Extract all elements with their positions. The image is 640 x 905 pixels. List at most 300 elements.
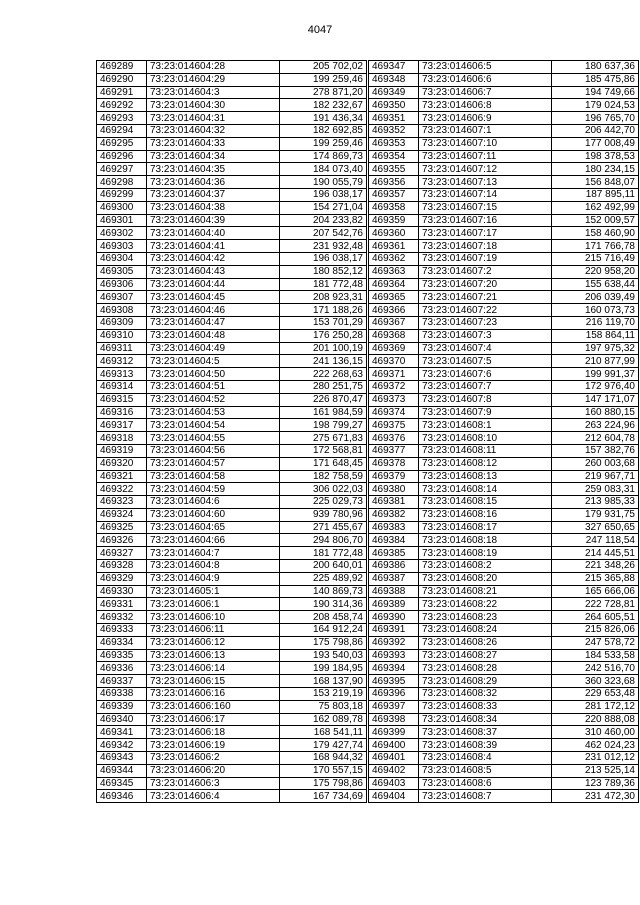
cadastral-number-cell: 73:23:014606:8: [419, 99, 552, 112]
row-id-cell: 469320: [97, 457, 147, 470]
table-row: [97, 675, 367, 688]
table-row: [369, 112, 639, 125]
value-cell: 177 008,49: [552, 137, 639, 150]
row-id-cell: 469302: [97, 227, 147, 240]
value-cell: 231 472,30: [552, 790, 639, 803]
row-id-cell: 469316: [97, 406, 147, 419]
row-id-cell: 469399: [369, 726, 419, 739]
cadastral-number-cell: 73:23:014606:6: [419, 73, 552, 86]
table-row: [369, 73, 639, 86]
value-cell: 190 055,79: [280, 176, 367, 189]
table-row: [369, 777, 639, 790]
table-row: [97, 457, 367, 470]
value-cell: 171 766,78: [552, 240, 639, 253]
cadastral-number-cell: 73:23:014606:17: [147, 713, 280, 726]
table-row: [97, 227, 367, 240]
right-table: [368, 60, 639, 803]
table-row: [369, 99, 639, 112]
value-cell: 175 798,86: [280, 777, 367, 790]
row-id-cell: 469370: [369, 355, 419, 368]
table-row: [97, 496, 367, 509]
cadastral-number-cell: 73:23:014604:44: [147, 278, 280, 291]
table-row: [97, 355, 367, 368]
row-id-cell: 469404: [369, 790, 419, 803]
row-id-cell: 469304: [97, 252, 147, 265]
table-row: [97, 252, 367, 265]
cadastral-number-cell: 73:23:014607:23: [419, 316, 552, 329]
cadastral-number-cell: 73:23:014604:3: [147, 86, 280, 99]
row-id-cell: 469341: [97, 726, 147, 739]
cadastral-number-cell: 73:23:014604:40: [147, 227, 280, 240]
cadastral-number-cell: 73:23:014604:36: [147, 176, 280, 189]
table-row: [97, 649, 367, 662]
cadastral-number-cell: 73:23:014608:4: [419, 752, 552, 765]
table-row: [369, 304, 639, 317]
left-table: [96, 60, 367, 803]
table-row: [369, 739, 639, 752]
row-id-cell: 469299: [97, 188, 147, 201]
table-row: [97, 739, 367, 752]
row-id-cell: 469291: [97, 86, 147, 99]
value-cell: 199 991,37: [552, 368, 639, 381]
cadastral-number-cell: 73:23:014606:5: [419, 61, 552, 74]
value-cell: 153 219,19: [280, 688, 367, 701]
table-row: [369, 61, 639, 74]
cadastral-number-cell: 73:23:014604:66: [147, 534, 280, 547]
cadastral-number-cell: 73:23:014608:32: [419, 688, 552, 701]
row-id-cell: 469346: [97, 790, 147, 803]
row-id-cell: 469374: [369, 406, 419, 419]
table-row: [97, 624, 367, 637]
cadastral-number-cell: 73:23:014604:45: [147, 291, 280, 304]
value-cell: 165 666,06: [552, 585, 639, 598]
table-row: [369, 470, 639, 483]
value-cell: 160 880,15: [552, 406, 639, 419]
value-cell: 214 445,51: [552, 547, 639, 560]
cadastral-number-cell: 73:23:014604:43: [147, 265, 280, 278]
cadastral-number-cell: 73:23:014606:1: [147, 598, 280, 611]
row-id-cell: 469388: [369, 585, 419, 598]
cadastral-number-cell: 73:23:014606:12: [147, 636, 280, 649]
cadastral-number-cell: 73:23:014607:2: [419, 265, 552, 278]
cadastral-number-cell: 73:23:014606:3: [147, 777, 280, 790]
table-row: [369, 700, 639, 713]
table-row: [369, 790, 639, 803]
table-row: [97, 112, 367, 125]
row-id-cell: 469339: [97, 700, 147, 713]
cadastral-number-cell: 73:23:014604:35: [147, 163, 280, 176]
table-row: [97, 560, 367, 573]
value-cell: 167 734,69: [280, 790, 367, 803]
value-cell: 306 022,03: [280, 483, 367, 496]
table-row: [369, 508, 639, 521]
value-cell: 200 640,01: [280, 560, 367, 573]
table-row: [97, 265, 367, 278]
row-id-cell: 469357: [369, 188, 419, 201]
row-id-cell: 469324: [97, 508, 147, 521]
value-cell: 184 073,40: [280, 163, 367, 176]
value-cell: 180 234,15: [552, 163, 639, 176]
value-cell: 327 650,65: [552, 521, 639, 534]
value-cell: 196 765,70: [552, 112, 639, 125]
left-table-body: [97, 61, 367, 803]
row-id-cell: 469294: [97, 124, 147, 137]
row-id-cell: 469333: [97, 624, 147, 637]
value-cell: 208 923,31: [280, 291, 367, 304]
table-row: [369, 649, 639, 662]
row-id-cell: 469349: [369, 86, 419, 99]
table-row: [369, 419, 639, 432]
value-cell: 213 985,33: [552, 496, 639, 509]
cadastral-number-cell: 73:23:014606:7: [419, 86, 552, 99]
value-cell: 179 024,53: [552, 99, 639, 112]
value-cell: 168 541,11: [280, 726, 367, 739]
row-id-cell: 469306: [97, 278, 147, 291]
table-row: [369, 444, 639, 457]
table-row: [369, 188, 639, 201]
table-row: [369, 585, 639, 598]
cadastral-number-cell: 73:23:014604:8: [147, 560, 280, 573]
table-row: [369, 316, 639, 329]
value-cell: 171 648,45: [280, 457, 367, 470]
value-cell: 242 516,70: [552, 662, 639, 675]
value-cell: 184 533,58: [552, 649, 639, 662]
cadastral-number-cell: 73:23:014606:18: [147, 726, 280, 739]
cadastral-number-cell: 73:23:014607:4: [419, 342, 552, 355]
row-id-cell: 469300: [97, 201, 147, 214]
cadastral-number-cell: 73:23:014607:13: [419, 176, 552, 189]
row-id-cell: 469327: [97, 547, 147, 560]
table-row: [97, 99, 367, 112]
row-id-cell: 469351: [369, 112, 419, 125]
cadastral-number-cell: 73:23:014608:13: [419, 470, 552, 483]
row-id-cell: 469309: [97, 316, 147, 329]
table-row: [369, 688, 639, 701]
row-id-cell: 469290: [97, 73, 147, 86]
row-id-cell: 469380: [369, 483, 419, 496]
row-id-cell: 469292: [97, 99, 147, 112]
row-id-cell: 469373: [369, 393, 419, 406]
table-row: [97, 521, 367, 534]
value-cell: 219 967,71: [552, 470, 639, 483]
row-id-cell: 469350: [369, 99, 419, 112]
cadastral-number-cell: 73:23:014604:56: [147, 444, 280, 457]
row-id-cell: 469385: [369, 547, 419, 560]
value-cell: 210 877,99: [552, 355, 639, 368]
value-cell: 207 542,76: [280, 227, 367, 240]
value-cell: 278 871,20: [280, 86, 367, 99]
value-cell: 220 888,08: [552, 713, 639, 726]
table-row: [97, 380, 367, 393]
value-cell: 194 749,66: [552, 86, 639, 99]
row-id-cell: 469354: [369, 150, 419, 163]
cadastral-number-cell: 73:23:014604:5: [147, 355, 280, 368]
row-id-cell: 469365: [369, 291, 419, 304]
row-id-cell: 469353: [369, 137, 419, 150]
value-cell: 187 895,11: [552, 188, 639, 201]
row-id-cell: 469377: [369, 444, 419, 457]
row-id-cell: 469387: [369, 572, 419, 585]
cadastral-number-cell: 73:23:014607:5: [419, 355, 552, 368]
table-row: [97, 278, 367, 291]
table-row: [97, 419, 367, 432]
row-id-cell: 469332: [97, 611, 147, 624]
cadastral-number-cell: 73:23:014604:55: [147, 432, 280, 445]
cadastral-number-cell: 73:23:014604:39: [147, 214, 280, 227]
row-id-cell: 469321: [97, 470, 147, 483]
cadastral-number-cell: 73:23:014604:7: [147, 547, 280, 560]
cadastral-number-cell: 73:23:014607:14: [419, 188, 552, 201]
cadastral-number-cell: 73:23:014607:18: [419, 240, 552, 253]
row-id-cell: 469355: [369, 163, 419, 176]
cadastral-number-cell: 73:23:014604:41: [147, 240, 280, 253]
cadastral-number-cell: 73:23:014607:9: [419, 406, 552, 419]
value-cell: 197 975,32: [552, 342, 639, 355]
value-cell: 231 012,12: [552, 752, 639, 765]
value-cell: 222 268,63: [280, 368, 367, 381]
cadastral-number-cell: 73:23:014608:15: [419, 496, 552, 509]
table-row: [97, 291, 367, 304]
value-cell: 221 348,26: [552, 560, 639, 573]
table-row: [97, 598, 367, 611]
table-row: [97, 470, 367, 483]
value-cell: 153 701,29: [280, 316, 367, 329]
value-cell: 172 568,81: [280, 444, 367, 457]
table-row: [369, 252, 639, 265]
table-row: [369, 572, 639, 585]
cadastral-number-cell: 73:23:014604:31: [147, 112, 280, 125]
row-id-cell: 469338: [97, 688, 147, 701]
row-id-cell: 469315: [97, 393, 147, 406]
cadastral-number-cell: 73:23:014608:20: [419, 572, 552, 585]
cadastral-number-cell: 73:23:014608:34: [419, 713, 552, 726]
cadastral-number-cell: 73:23:014604:28: [147, 61, 280, 74]
cadastral-number-cell: 73:23:014606:19: [147, 739, 280, 752]
row-id-cell: 469336: [97, 662, 147, 675]
value-cell: 185 475,86: [552, 73, 639, 86]
table-row: [369, 624, 639, 637]
value-cell: 182 232,67: [280, 99, 367, 112]
table-row: [97, 406, 367, 419]
row-id-cell: 469393: [369, 649, 419, 662]
row-id-cell: 469348: [369, 73, 419, 86]
cadastral-number-cell: 73:23:014604:54: [147, 419, 280, 432]
table-row: [97, 764, 367, 777]
value-cell: 275 671,83: [280, 432, 367, 445]
value-cell: 168 137,90: [280, 675, 367, 688]
table-row: [369, 163, 639, 176]
value-cell: 152 009,57: [552, 214, 639, 227]
value-cell: 294 806,70: [280, 534, 367, 547]
cadastral-number-cell: 73:23:014607:15: [419, 201, 552, 214]
row-id-cell: 469335: [97, 649, 147, 662]
table-row: [369, 560, 639, 573]
value-cell: 263 224,96: [552, 419, 639, 432]
row-id-cell: 469331: [97, 598, 147, 611]
table-row: [369, 662, 639, 675]
cadastral-number-cell: 73:23:014608:11: [419, 444, 552, 457]
table-row: [369, 86, 639, 99]
cadastral-number-cell: 73:23:014608:33: [419, 700, 552, 713]
table-row: [97, 688, 367, 701]
row-id-cell: 469397: [369, 700, 419, 713]
row-id-cell: 469364: [369, 278, 419, 291]
table-row: [369, 713, 639, 726]
row-id-cell: 469289: [97, 61, 147, 74]
value-cell: 164 912,24: [280, 624, 367, 637]
cadastral-number-cell: 73:23:014604:57: [147, 457, 280, 470]
value-cell: 280 251,75: [280, 380, 367, 393]
cadastral-number-cell: 73:23:014604:59: [147, 483, 280, 496]
table-row: [369, 675, 639, 688]
value-cell: 939 780,96: [280, 508, 367, 521]
cadastral-number-cell: 73:23:014608:6: [419, 777, 552, 790]
cadastral-number-cell: 73:23:014604:60: [147, 508, 280, 521]
table-row: [97, 636, 367, 649]
table-row: [97, 483, 367, 496]
row-id-cell: 469328: [97, 560, 147, 573]
table-row: [97, 329, 367, 342]
row-id-cell: 469352: [369, 124, 419, 137]
cadastral-number-cell: 73:23:014608:5: [419, 764, 552, 777]
table-row: [97, 73, 367, 86]
row-id-cell: 469313: [97, 368, 147, 381]
value-cell: 157 382,76: [552, 444, 639, 457]
table-row: [97, 432, 367, 445]
table-row: [97, 508, 367, 521]
cadastral-number-cell: 73:23:014607:10: [419, 137, 552, 150]
row-id-cell: 469311: [97, 342, 147, 355]
value-cell: 180 852,12: [280, 265, 367, 278]
value-cell: 193 540,03: [280, 649, 367, 662]
table-row: [369, 342, 639, 355]
row-id-cell: 469334: [97, 636, 147, 649]
value-cell: 181 772,48: [280, 278, 367, 291]
value-cell: 179 427,74: [280, 739, 367, 752]
cadastral-number-cell: 73:23:014608:22: [419, 598, 552, 611]
table-row: [97, 214, 367, 227]
value-cell: 208 458,74: [280, 611, 367, 624]
table-row: [369, 406, 639, 419]
cadastral-number-cell: 73:23:014608:26: [419, 636, 552, 649]
table-row: [369, 726, 639, 739]
cadastral-number-cell: 73:23:014608:39: [419, 739, 552, 752]
value-cell: 75 803,18: [280, 700, 367, 713]
row-id-cell: 469389: [369, 598, 419, 611]
row-id-cell: 469386: [369, 560, 419, 573]
value-cell: 241 136,15: [280, 355, 367, 368]
cadastral-number-cell: 73:23:014607:12: [419, 163, 552, 176]
value-cell: 147 171,07: [552, 393, 639, 406]
row-id-cell: 469390: [369, 611, 419, 624]
cadastral-number-cell: 73:23:014608:19: [419, 547, 552, 560]
row-id-cell: 469305: [97, 265, 147, 278]
value-cell: 158 460,90: [552, 227, 639, 240]
row-id-cell: 469329: [97, 572, 147, 585]
value-cell: 226 870,47: [280, 393, 367, 406]
table-row: [369, 752, 639, 765]
row-id-cell: 469347: [369, 61, 419, 74]
value-cell: 199 259,46: [280, 73, 367, 86]
value-cell: 181 772,48: [280, 547, 367, 560]
cadastral-number-cell: 73:23:014608:14: [419, 483, 552, 496]
row-id-cell: 469326: [97, 534, 147, 547]
table-row: [369, 380, 639, 393]
cadastral-number-cell: 73:23:014604:53: [147, 406, 280, 419]
cadastral-number-cell: 73:23:014606:4: [147, 790, 280, 803]
row-id-cell: 469381: [369, 496, 419, 509]
table-row: [369, 483, 639, 496]
cadastral-number-cell: 73:23:014607:1: [419, 124, 552, 137]
value-cell: 154 271,04: [280, 201, 367, 214]
row-id-cell: 469330: [97, 585, 147, 598]
row-id-cell: 469402: [369, 764, 419, 777]
table-row: [97, 304, 367, 317]
table-row: [369, 496, 639, 509]
row-id-cell: 469372: [369, 380, 419, 393]
cadastral-number-cell: 73:23:014608:17: [419, 521, 552, 534]
value-cell: 190 314,36: [280, 598, 367, 611]
value-cell: 216 119,70: [552, 316, 639, 329]
row-id-cell: 469295: [97, 137, 147, 150]
value-cell: 462 024,23: [552, 739, 639, 752]
table-row: [97, 444, 367, 457]
cadastral-number-cell: 73:23:014604:52: [147, 393, 280, 406]
value-cell: 247 578,72: [552, 636, 639, 649]
cadastral-number-cell: 73:23:014604:42: [147, 252, 280, 265]
value-cell: 247 118,54: [552, 534, 639, 547]
row-id-cell: 469344: [97, 764, 147, 777]
value-cell: 220 958,20: [552, 265, 639, 278]
cadastral-number-cell: 73:23:014604:47: [147, 316, 280, 329]
row-id-cell: 469318: [97, 432, 147, 445]
value-cell: 170 557,15: [280, 764, 367, 777]
value-cell: 213 525,14: [552, 764, 639, 777]
cadastral-number-cell: 73:23:014608:1: [419, 419, 552, 432]
value-cell: 174 869,73: [280, 150, 367, 163]
row-id-cell: 469314: [97, 380, 147, 393]
cadastral-number-cell: 73:23:014608:24: [419, 624, 552, 637]
table-row: [97, 137, 367, 150]
row-id-cell: 469317: [97, 419, 147, 432]
row-id-cell: 469297: [97, 163, 147, 176]
right-table-body: [369, 61, 639, 803]
value-cell: 271 455,67: [280, 521, 367, 534]
row-id-cell: 469322: [97, 483, 147, 496]
cadastral-number-cell: 73:23:014608:18: [419, 534, 552, 547]
row-id-cell: 469395: [369, 675, 419, 688]
table-row: [97, 150, 367, 163]
row-id-cell: 469312: [97, 355, 147, 368]
table-row: [369, 368, 639, 381]
value-cell: 168 944,32: [280, 752, 367, 765]
value-cell: 201 100,19: [280, 342, 367, 355]
row-id-cell: 469323: [97, 496, 147, 509]
cadastral-number-cell: 73:23:014606:15: [147, 675, 280, 688]
cadastral-number-cell: 73:23:014605:1: [147, 585, 280, 598]
table-row: [369, 227, 639, 240]
table-row: [97, 124, 367, 137]
table-row: [369, 521, 639, 534]
row-id-cell: 469307: [97, 291, 147, 304]
cadastral-number-cell: 73:23:014606:13: [147, 649, 280, 662]
table-row: [97, 61, 367, 74]
cadastral-number-cell: 73:23:014606:160: [147, 700, 280, 713]
table-row: [97, 585, 367, 598]
row-id-cell: 469396: [369, 688, 419, 701]
table-row: [97, 316, 367, 329]
row-id-cell: 469368: [369, 329, 419, 342]
